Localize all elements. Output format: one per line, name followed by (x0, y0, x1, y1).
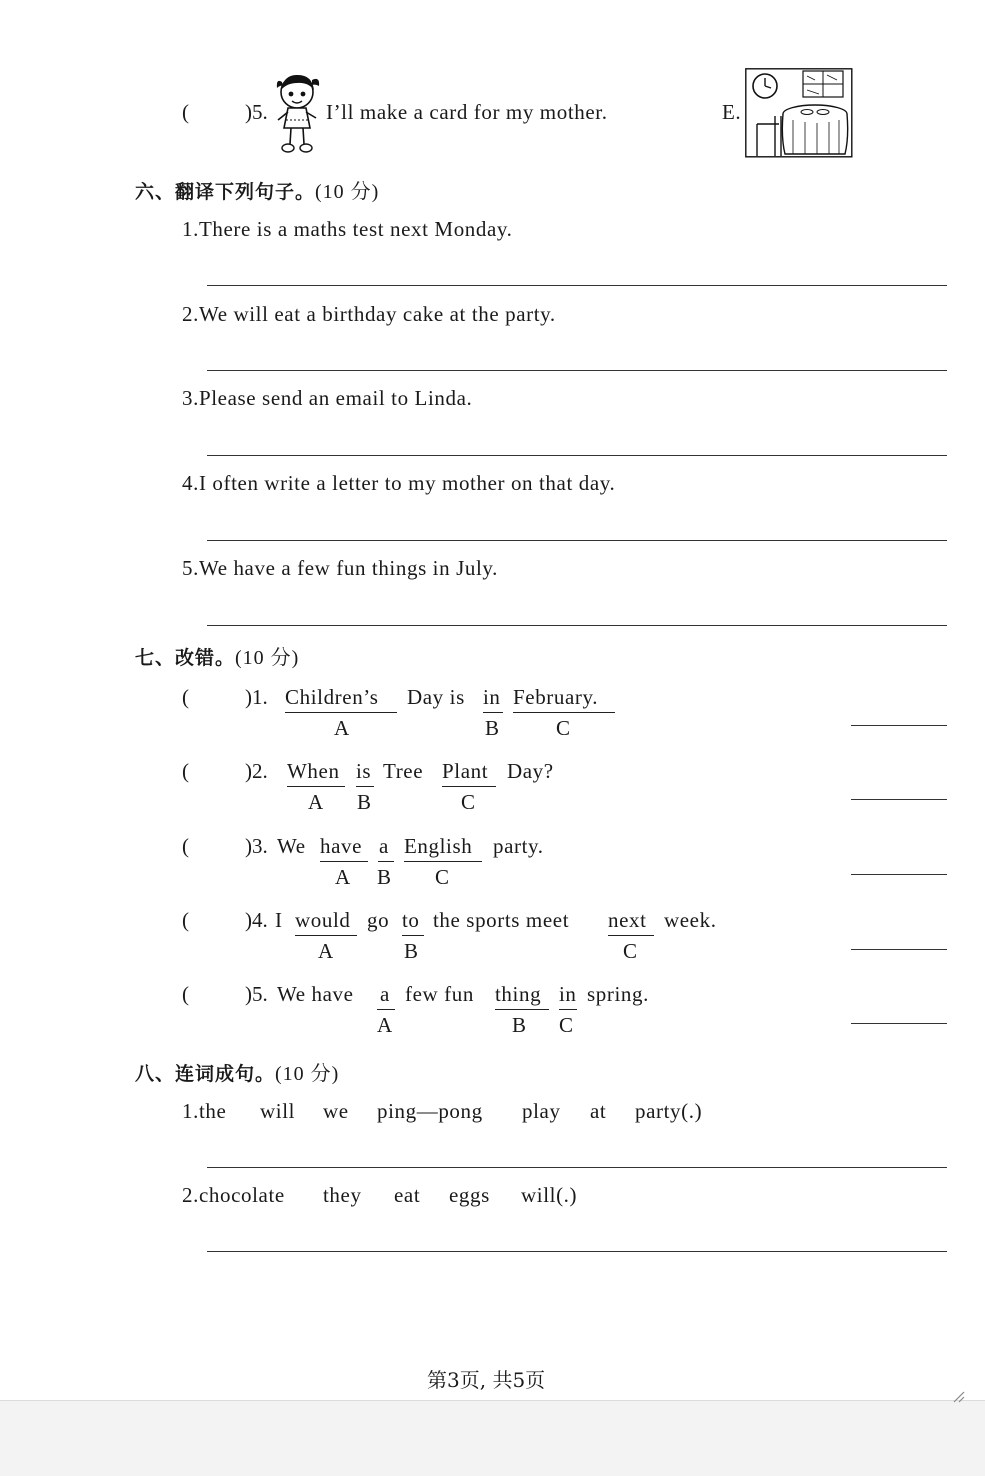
option-c: C (556, 716, 571, 740)
option-a: A (334, 716, 350, 740)
section8-heading (135, 1057, 339, 1086)
item-number: )4. (245, 908, 268, 932)
option-a: A (308, 790, 324, 814)
correction-line-3[interactable] (851, 874, 947, 875)
underline-a (285, 712, 397, 713)
section8-points: (10 分) (275, 1063, 340, 1085)
word-chip: 1.the (182, 1099, 227, 1123)
section7-heading (135, 641, 299, 670)
answer-line-4[interactable] (207, 540, 947, 541)
word: Tree (383, 759, 424, 783)
option-b: B (404, 939, 419, 963)
underline-b (483, 712, 503, 713)
answer-line-1[interactable] (207, 285, 947, 286)
option-c: C (559, 1013, 574, 1037)
word: Plant (442, 759, 489, 783)
answer-line-2[interactable] (207, 370, 947, 371)
word: next (608, 908, 647, 932)
item-number: )1. (245, 685, 268, 709)
answer-paren-open[interactable]: ( (182, 982, 189, 1006)
word: is (356, 759, 372, 783)
section6-points: (10 分) (315, 181, 380, 203)
word: We (277, 834, 306, 858)
word-chip: will (260, 1099, 296, 1123)
answer-paren-open[interactable]: ( (182, 908, 189, 932)
option-c: C (623, 939, 638, 963)
word-chip: we (323, 1099, 349, 1123)
word: Day? (507, 759, 554, 783)
word: few fun (405, 982, 474, 1006)
word: have (320, 834, 363, 858)
option-b: B (512, 1013, 527, 1037)
answer-line-5[interactable] (207, 625, 947, 626)
underline-c (513, 712, 615, 713)
item-number: )5. (245, 982, 268, 1006)
girl-cartoon-icon (272, 70, 324, 156)
page-number: 第3页, 共5页 (427, 1368, 546, 1392)
word-chip: play (522, 1099, 561, 1123)
section7-points: (10 分) (235, 647, 300, 669)
word-chip: eggs (449, 1183, 490, 1207)
underline-b (495, 1009, 549, 1010)
underline-c (442, 786, 496, 787)
word: party. (493, 834, 544, 858)
correction-line-2[interactable] (851, 799, 947, 800)
word-chip: they (323, 1183, 362, 1207)
translate-item-1: 1.There is a maths test next Monday. (182, 217, 513, 241)
word: a (379, 834, 389, 858)
word: in (559, 982, 577, 1006)
answer-paren-open[interactable]: ( (182, 759, 189, 783)
word-chip: party(.) (635, 1099, 703, 1123)
word: spring. (587, 982, 649, 1006)
word: thing (495, 982, 542, 1006)
option-b: B (377, 865, 392, 889)
viewer-bottom-bar (0, 1400, 985, 1476)
word: February. (513, 685, 599, 709)
answer-line-3[interactable] (207, 455, 947, 456)
underline-a (377, 1009, 395, 1010)
underline-c (404, 861, 482, 862)
word: We have (277, 982, 354, 1006)
section6-heading (135, 175, 379, 204)
underline-a (295, 935, 357, 936)
answer-paren-open[interactable]: ( (182, 100, 189, 124)
option-a: A (335, 865, 351, 889)
translate-item-3: 3.Please send an email to Linda. (182, 386, 473, 410)
word-chip: 2.chocolate (182, 1183, 285, 1207)
translate-item-5: 5.We have a few fun things in July. (182, 556, 498, 580)
option-a: A (377, 1013, 393, 1037)
section7-title: 七、改错。 (135, 647, 236, 669)
underline-b (356, 786, 374, 787)
dining-room-picture (745, 68, 853, 158)
reorder-answer-line-2[interactable] (207, 1251, 947, 1252)
word: Children’s (285, 685, 379, 709)
translate-item-2: 2.We will eat a birthday cake at the party. (182, 302, 556, 326)
word: would (295, 908, 351, 932)
underline-a (287, 786, 345, 787)
option-b: B (357, 790, 372, 814)
underline-c (608, 935, 654, 936)
word: Day is (407, 685, 465, 709)
underline-b (402, 935, 424, 936)
item-number: )2. (245, 759, 268, 783)
word: the sports meet (433, 908, 570, 932)
option-c: C (435, 865, 450, 889)
word-chip: ping—pong (377, 1099, 483, 1123)
word: in (483, 685, 501, 709)
answer-paren-open[interactable]: ( (182, 834, 189, 858)
option-c: C (461, 790, 476, 814)
item-number: )3. (245, 834, 268, 858)
section6-title: 六、翻译下列句子。 (135, 181, 316, 203)
correction-line-1[interactable] (851, 725, 947, 726)
word: English (404, 834, 473, 858)
correction-line-5[interactable] (851, 1023, 947, 1024)
option-letter: E. (722, 100, 742, 124)
word: a (380, 982, 390, 1006)
word: I (275, 908, 283, 932)
resize-handle-icon[interactable] (952, 1390, 966, 1404)
word-chip: will(.) (521, 1183, 578, 1207)
option-b: B (485, 716, 500, 740)
reorder-answer-line-1[interactable] (207, 1167, 947, 1168)
word-chip: at (590, 1099, 607, 1123)
underline-c (559, 1009, 577, 1010)
translate-item-4: 4.I often write a letter to my mother on that day. (182, 471, 616, 495)
section8-title: 八、连词成句。 (135, 1063, 276, 1085)
word: week. (664, 908, 717, 932)
underline-b (378, 861, 394, 862)
correction-line-4[interactable] (851, 949, 947, 950)
word: When (287, 759, 340, 783)
answer-paren-open[interactable]: ( (182, 685, 189, 709)
item-sentence: I’ll make a card for my mother. (326, 100, 608, 124)
word-chip: eat (394, 1183, 421, 1207)
option-a: A (318, 939, 334, 963)
underline-a (320, 861, 368, 862)
item-number: )5. (245, 100, 268, 124)
word: to (402, 908, 420, 932)
word: go (367, 908, 390, 932)
